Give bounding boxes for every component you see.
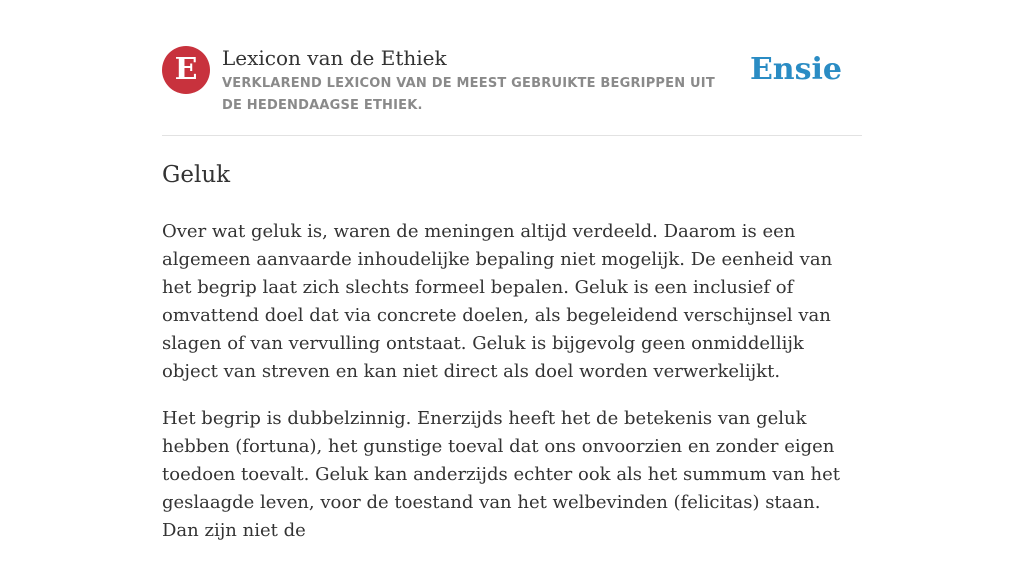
site-subtitle: VERKLAREND LEXICON VAN DE MEEST GEBRUIKTE BEGRIPPEN UIT DE HEDENDAAGSE ETHIEK.: [222, 76, 715, 113]
entry-paragraph: Over wat geluk is, waren de meningen altijd verdeeld. Daarom is een algemeen aanvaarde inhoudelijke bepaling niet mogelijk. De eenheid van het begrip laat zich slechts formeel bepalen. Geluk is een inclusief of omvattend doel dat via concrete doelen, als begeleidend verschijnsel van slagen of van vervulling ontstaat. Geluk is bijgevolg geen onmiddellijk object van streven en kan niet direct als doel worden verwerkelijkt.: [162, 221, 833, 382]
lexicon-logo[interactable]: E: [162, 46, 210, 94]
site-header: [162, 46, 862, 136]
entry-paragraph: Het begrip is dubbelzinnig. Enerzijds heeft het de betekenis van geluk hebben (fortuna), het gunstige toeval dat ons onvoorzien en zonder eigen toedoen toevalt. Geluk kan anderzijds echter ook als het summum van het geslaagde leven, voor de toestand van het welbevinden (felicitas) staan. Dan zijn niet de: [162, 408, 841, 541]
ensie-brand-link[interactable]: Ensie: [749, 52, 842, 87]
entry-title: Geluk: [162, 162, 231, 188]
site-title[interactable]: Lexicon van de Ethiek: [222, 46, 447, 70]
header-divider: [162, 135, 862, 136]
entry-content: [162, 158, 852, 564]
header-text: [222, 46, 722, 117]
